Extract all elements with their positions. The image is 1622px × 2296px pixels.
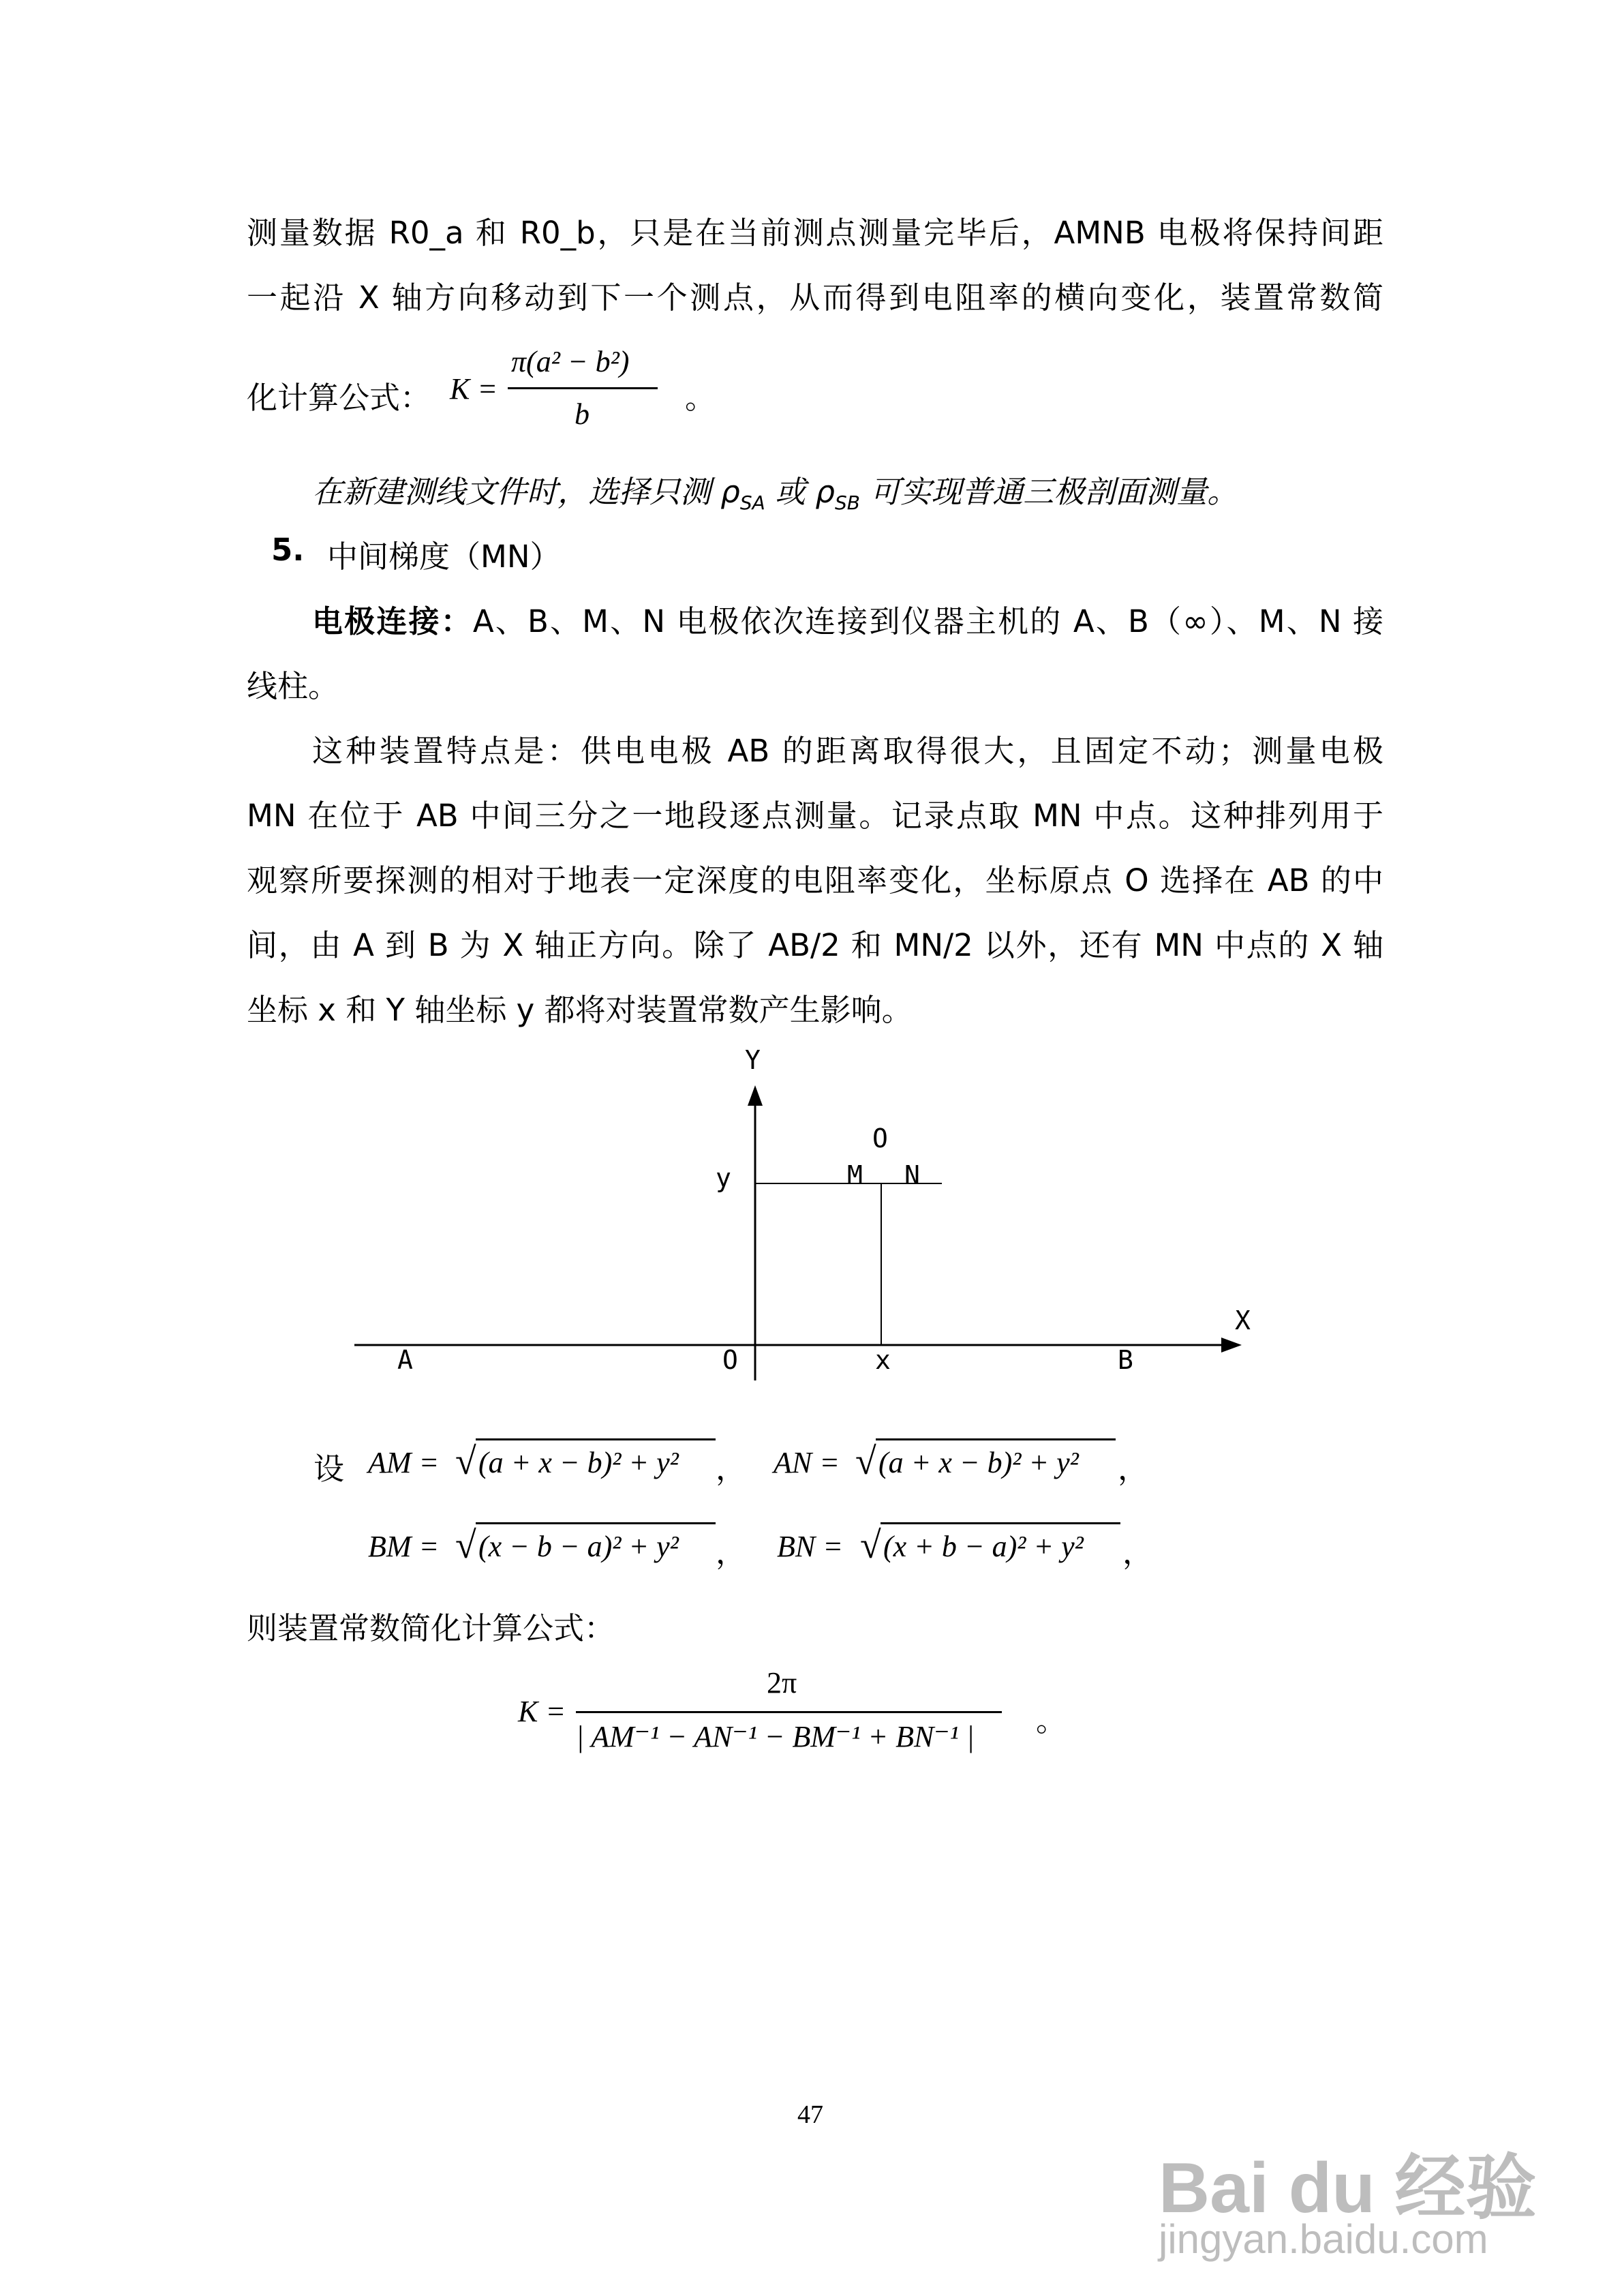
page-number: 47 [797,2100,823,2129]
an-sqrt-bar [876,1438,1116,1440]
formula-k-denominator: b [575,397,590,431]
am-comma: ， [716,1451,747,1487]
electrode-line1: 电极连接：A、B、M、N 电极依次连接到仪器主机的 A、B（∞）、M、N 接 [312,603,1383,639]
diagram-y-axis-label: Y [745,1045,761,1075]
conclusion-text: 则装置常数简化计算公式： [247,1610,615,1646]
bn-comma: ， [1122,1535,1154,1571]
am-radicand: (a + x − b)² + y² [478,1446,679,1479]
para1-line3-prefix: 化计算公式： [247,380,431,416]
diagram-x-axis-label: X [1235,1305,1251,1335]
diagram-y-label: y [716,1163,731,1193]
diagram-m-label: M [847,1160,863,1190]
final-k-denominator: | AM⁻¹ − AN⁻¹ − BM⁻¹ + BN⁻¹ | [576,1720,975,1753]
para1-line3-suffix: 。 [685,380,716,416]
final-period: 。 [1036,1702,1067,1738]
an-lhs: AN = [774,1446,840,1479]
bn-sqrt-bar [881,1522,1120,1524]
bn-lhs: BN = [777,1530,843,1563]
she-label: 设 [313,1451,345,1487]
formula-k-lhs: K = [450,372,498,406]
para2-line4: 间，由 A 到 B 为 X 轴正方向。除了 AB/2 和 MN/2 以外，还有 MN 中点的 X 轴 [247,927,1383,963]
bm-comma: ， [716,1535,747,1571]
bm-sqrt-icon: √ [455,1524,476,1567]
watermark-brand: Bai du 经验 [1159,2149,1537,2228]
am-sqrt-icon: √ [455,1440,476,1483]
para2-line2: MN 在位于 AB 中间三分之一地段逐点测量。记录点取 MN 中点。这种排列用于 [247,798,1383,834]
section-number: 5. [271,532,305,568]
watermark-url: jingyan.baidu.com [1159,2216,1488,2262]
an-radicand: (a + x − b)² + y² [878,1446,1079,1479]
am-sqrt-bar [476,1438,716,1440]
diagram-a-label: A [397,1345,413,1375]
an-comma: ， [1118,1451,1149,1487]
final-k-lhs: K = [518,1695,566,1728]
diagram-n-label: N [904,1160,920,1190]
final-k-numerator: 2π [767,1666,797,1700]
bm-radicand: (x − b − a)² + y² [478,1530,679,1563]
italic-note: 在新建测线文件时，选择只测 $\rho_{SA}$ 或 $\rho_{SB}$ 可实现普通三极剖面测量。 [312,474,1238,514]
bn-sqrt-icon: √ [860,1524,881,1567]
bm-lhs: BM = [368,1530,440,1563]
x-axis-arrow [1221,1338,1242,1353]
bm-sqrt-bar [476,1522,716,1524]
para2-line1: 这种装置特点是：供电电极 AB 的距离取得很大，且固定不动；测量电极 [312,733,1383,769]
para1-line1: 测量数据 R0_a 和 R0_b，只是在当前测点测量完毕后，AMNB 电极将保持间距 [247,215,1383,251]
diagram-origin-label: O [722,1345,738,1375]
y-axis-arrow [748,1085,763,1106]
para1-line2: 一起沿 X 轴方向移动到下一个测点，从而得到电阻率的横向变化，装置常数简 [247,280,1383,316]
formula-k-numerator: π(a² − b²) [511,345,630,378]
bn-radicand: (x + b − a)² + y² [883,1530,1084,1563]
an-sqrt-icon: √ [855,1440,876,1483]
diagram-b-label: B [1118,1345,1133,1375]
electrode-line2: 线柱。 [247,668,339,704]
para2-line5: 坐标 x 和 Y 轴坐标 y 都将对装置常数产生影响。 [247,992,913,1028]
am-lhs: AM = [368,1446,440,1479]
section-title: 中间梯度（MN） [327,539,561,575]
final-k-fraction-bar [576,1711,1002,1713]
para2-line3: 观察所要探测的相对于地表一定深度的电阻率变化，坐标原点 O 选择在 AB 的中 [247,862,1383,898]
diagram-o-top-label: O [872,1123,888,1153]
diagram-x-label: x [875,1345,891,1375]
